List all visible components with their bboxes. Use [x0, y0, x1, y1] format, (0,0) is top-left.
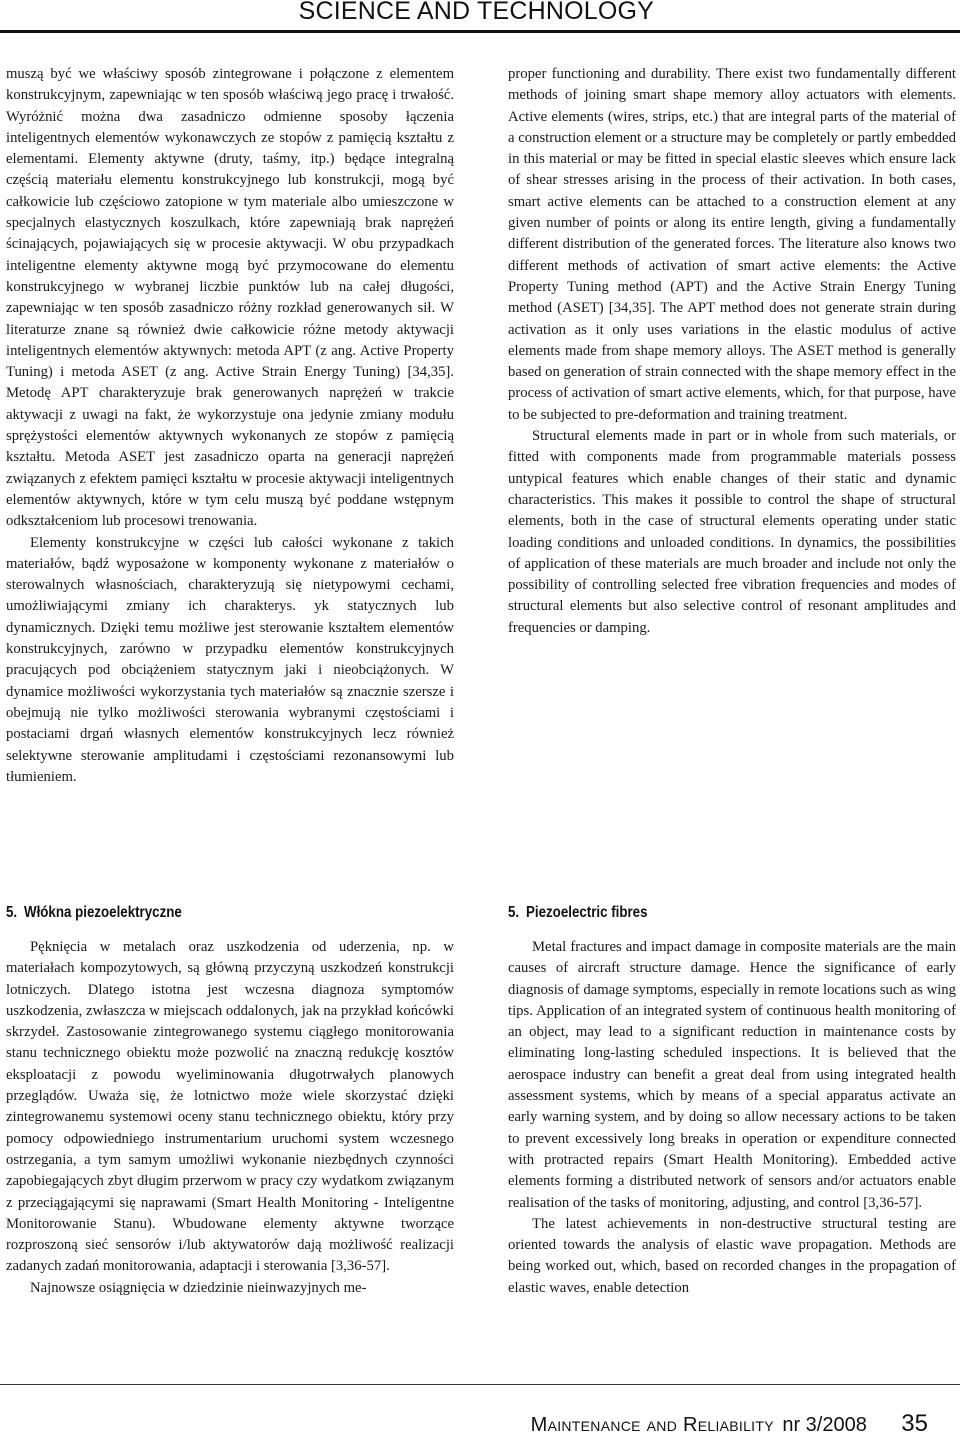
footer-rule [0, 1384, 960, 1385]
right-column-bottom [508, 937, 956, 1299]
left-top-paragraph-1: muszą być we właściwy sposób zintegrowane i połączone z elementem konstrukcyjnym, zapewniając w ten sposób właściwą jego pracę i trwałość. Wyróżnić można dwa zasadniczo odmienne sposoby łączenia inteligentnych elementów wykonawczych ze stopów z pamięcią kształtu z elementami. Elementy aktywne (druty, taśmy, itp.) będące integralną częścią materiału elementu konstrukcyjnego lub konstrukcji, mogą być całkowicie lub częściowo zatopione w tym materiale albo umieszczone w specjalnych elastycznych koszulkach, które zapewniają brak naprężeń ścinających, pojawiających się w procesie aktywacji. W obu przypadkach inteligentne elementy aktywne mogą być przymocowane do elementu konstrukcyjnego w wybranej liczbie punktów lub na całej długości, zapewniając w ten sposób zasadniczo różny rozkład generowanych sił. W literaturze znane są również dwie całkowicie różne metody aktywacji inteligentnych elementów aktywnych: metoda APT (z ang. Active Property Tuning) i metoda ASET (z ang. Active Strain Energy Tuning) [34,35]. Metodę APT charakteryzuje brak generowanych naprężeń w trakcie aktywacji z uwagi na fakt, że wykorzystuje ona jedynie zmiany modułu sprężystości elementów aktywnych wykonanych ze stopów z pamięcią kształtu. Metoda ASET jest zasadniczo oparta na generacji naprężeń związanych z efektem pamięci kształtu w procesie aktywacji inteligentnych elementów aktywnych, które w tym celu muszą być poddane wstępnym odkształceniom lub procesowi trenowania. [6, 66, 454, 530]
page-header [0, 0, 960, 30]
right-top-paragraph-2: Structural elements made in part or in whole from such materials, or fitted with components made from programmable materials possess untypical features which enable changes of their static and dynamic characteristics. This makes it possible to control the shape of structural elements, both in the case of structural elements operating under static loading conditions and unloaded conditions. In dynamics, the possibilities of application of these materials are much broader and include not only the possibility of controlling selected free vibration frequencies and modes of structural elements but also selective control of resonant amplitudes and frequencies or damping. [508, 428, 956, 636]
section-heading-pl [6, 904, 182, 922]
page-footer [531, 1410, 928, 1438]
right-section-paragraph-2: The latest achievements in non-destructive structural testing are oriented towards the analysis of elastic wave propagation. Methods are being worked out, which, based on recorded changes in the propagation of elastic waves, enable detection [508, 1215, 956, 1296]
section-heading-en [508, 904, 648, 922]
footer-journal: Maintenance and Reliability [530, 1414, 774, 1436]
page-number: 35 [901, 1410, 928, 1437]
left-section-paragraph-2: Najnowsze osiągnięcia w dziedzinie nieinwazyjnych me- [30, 1279, 367, 1296]
section-number-en: 5. [508, 904, 520, 921]
right-section-paragraph-1: Metal fractures and impact damage in composite materials are the main causes of aircraft structure damage. Hence the significance of early diagnosis of damage symptoms, especially in remote locations such as wing tips. Application of an integrated system of continuous health monitoring of an object, may lead to a significant reduction in maintenance costs by eliminating long-lasting scheduled inspections. It is believed that the aerospace industry can benefit a great deal from using integrated health assessment systems, which by means of a special apparatus activate an early warning system, and by doing so allow necessary actions to be taken to prevent excessively long breaks in operation or expenditure connected with protracted repairs (Smart Health Monitoring). Embedded active elements forming a distributed network of sensors and/or actuators enable realisation of the tasks of monitoring, adjusting, and control [3,36-57]. [508, 939, 956, 1211]
left-section-paragraph-1: Pęknięcia w metalach oraz uszkodzenia od uderzenia, np. w materiałach kompozytowych, są główną przyczyną uszkodzeń konstrukcji lotniczych. Dlatego istotna jest wczesna diagnoza symptomów uszkodzenia, zwłaszcza w miejscach oddalonych, jak na przykład końcówki skrzydeł. Zastosowanie zintegrowanego systemu ciągłego monitorowania stanu technicznego obiektu może pozwolić na znaczną redukcję kosztów eksploatacji z powodu wyeliminowania długotrwałych planowych przeglądów. Uważa się, że lotnictwo może wiele skorzystać dzięki zintegrowanemu systemowi oceny stanu technicznego obiektu, który przy pomocy odpowiedniego instrumentarium uruchomi system wczesnego ostrzegania, a tym samym umożliwi wykonanie niezbędnych czynności zapobiegających zbyt długim przerwom w pracy czy wydatkom związanym z przeciągającymi się naprawami (Smart Health Monitoring - Inteligentne Monitorowanie Stanu). Wbudowane elementy aktywne tworzące rozproszoną sieć sensorów i/lub aktywatorów dają możliwość realizacji zadanych zadań monitorowania, adaptacji i sterowania [3,36-57]. [6, 939, 454, 1275]
header-rule [0, 30, 960, 33]
right-column-top [508, 64, 956, 639]
left-top-paragraph-2: Elementy konstrukcyjne w części lub całości wykonane z takich materiałów, bądź wyposażone w komponenty wykonane z materiałów o sterowalnych własnościach, charakteryzują się nietypowymi cechami, umożliwiającymi zmiany ich charakterys. yk statycznych lub dynamicznych. Dzięki temu możliwe jest sterowanie kształtem elementów konstrukcyjnych, zarówno w przypadku elementów konstrukcyjnych pracujących pod obciążeniem statycznym jaki i nieobciążonych. W dynamice możliwości wykorzystania tych materiałów są znacznie szersze i obejmują nie tylko możliwości sterowania wybranymi częstościami i postaciami drgań własnych elementów konstrukcyjnych lecz również selektywne sterowanie amplitudami i częstościami rezonansowymi lub tłumieniem. [6, 534, 454, 785]
footer-issue: nr 3/2008 [782, 1414, 867, 1436]
left-column-bottom [6, 937, 454, 1299]
section-number-pl: 5. [6, 904, 18, 921]
right-top-paragraph-1: proper functioning and durability. There exist two fundamentally different methods of joining smart shape memory alloy actuators with elements. Active elements (wires, strips, etc.) that are integral parts of the material of a construction element or a structure may be completely or partly embedded in this material or may be fitted in special elastic sleeves which ensure lack of shear stresses arising in the process of their activation. In both cases, smart active elements can be attached to a construction element at any given number of points or along its entire length, giving a fundamentally different distribution of the generated forces. The literature also knows two different methods of activation of smart active elements: the Active Property Tuning method (APT) and the Active Strain Energy Tuning method (ASET) [34,35]. The APT method does not generate strain during activation as it only uses variations in the elastic modulus of active elements made from shape memory alloys. The ASET method is generally based on generation of strain connected with the shape memory effect in the process of activation of smart active elements, which, for that purpose, have to be subjected to pre-deformation and training treatment. [508, 66, 956, 423]
left-column-top [6, 64, 454, 788]
section-title-pl: Włókna piezoelektryczne [24, 904, 182, 921]
header-title: SCIENCE AND TECHNOLOGY [298, 0, 654, 25]
section-title-en: Piezoelectric fibres [526, 904, 648, 921]
